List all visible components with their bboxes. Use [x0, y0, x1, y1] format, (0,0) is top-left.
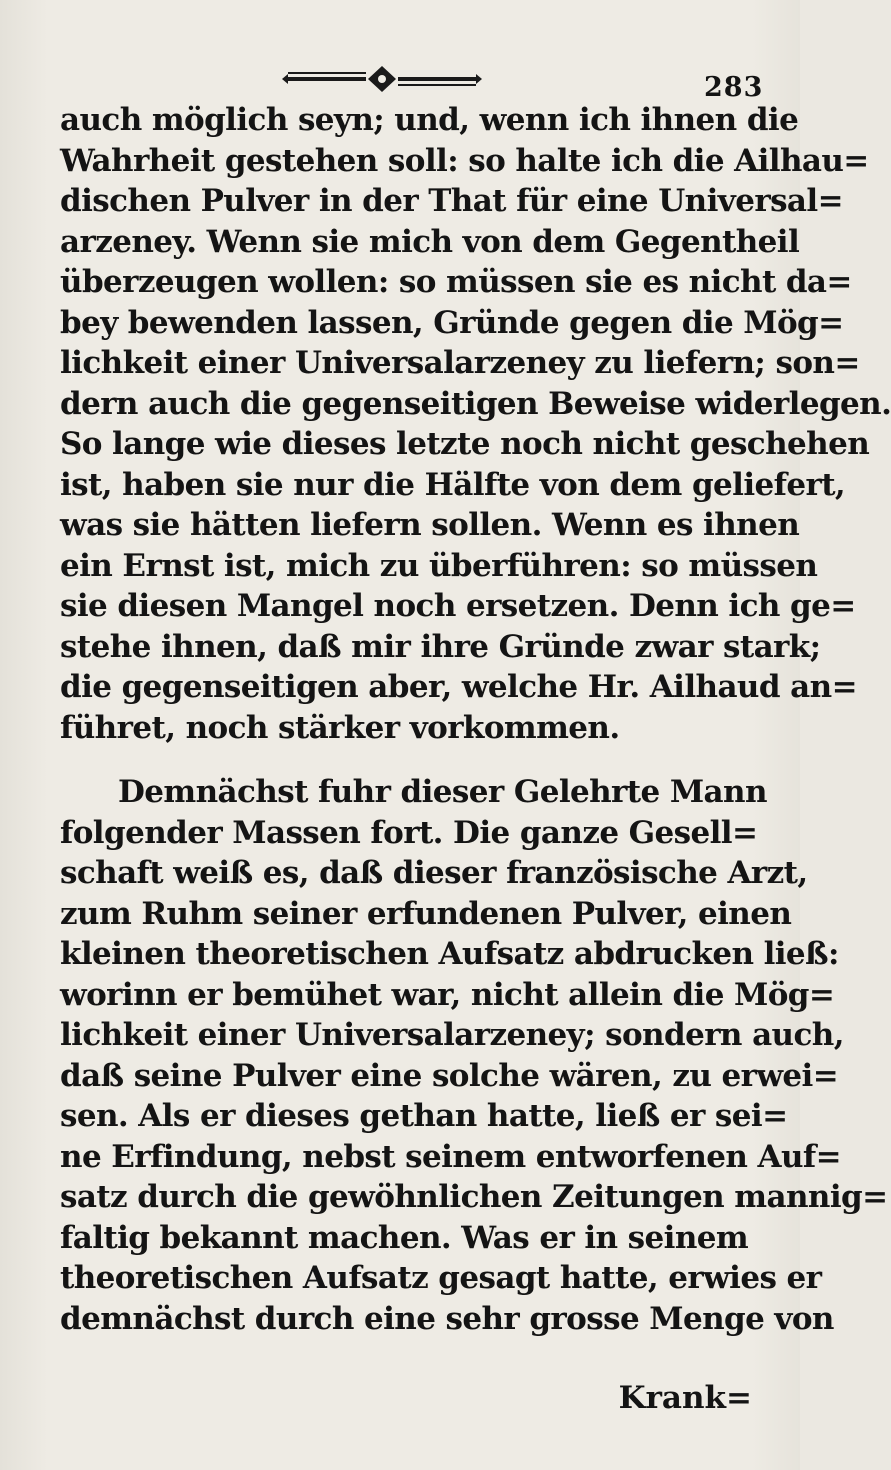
text-line: ist, haben sie nur die Hälfte von dem geliefert, — [60, 466, 846, 503]
text-line: auch möglich seyn; und, wenn ich ihnen die — [60, 102, 799, 138]
text-line: arzeney. Wenn sie mich von dem Gegentheil — [60, 223, 800, 260]
text-line: überzeugen wollen: so müssen sie es nicht da= — [60, 264, 852, 300]
paragraph-start-line: Demnächst fuhr dieser Gelehrte Mann — [118, 774, 767, 810]
decorative-head-ornament-icon — [282, 64, 482, 94]
text-line: dischen Pulver in der That für eine Universal= — [60, 183, 843, 219]
text-line: was sie hätten liefern sollen. Wenn es ihnen — [60, 507, 800, 543]
body-text — [60, 100, 891, 1339]
text-line: sie diesen Mangel noch ersetzen. Denn ich ge= — [60, 588, 856, 624]
text-line: theoretischen Aufsatz gesagt hatte, erwies er — [60, 1260, 822, 1296]
text-line: folgender Massen fort. Die ganze Gesell= — [60, 814, 758, 851]
text-line: satz durch die gewöhnlichen Zeitungen mannig= — [60, 1179, 888, 1215]
text-line: bey bewenden lassen, Gründe gegen die Mög= — [60, 304, 844, 341]
text-line: So lange wie dieses letzte noch nicht geschehen — [60, 426, 870, 462]
text-line: führet, noch stärker vorkommen. — [60, 709, 620, 746]
text-line: die gegenseitigen aber, welche Hr. Ailhaud an= — [60, 669, 857, 705]
text-line: lichkeit einer Universalarzeney zu liefern; son= — [60, 345, 860, 381]
text-line: dern auch die gegenseitigen Beweise widerlegen. — [60, 385, 891, 422]
text-line: daß seine Pulver eine solche wären, zu erwei= — [60, 1057, 839, 1094]
text-line: Wahrheit gestehen soll: so halte ich die Ailhau= — [60, 142, 869, 179]
text-line: zum Ruhm seiner erfundenen Pulver, einen — [60, 895, 792, 932]
text-line: worinn er bemühet war, nicht allein die Mög= — [60, 976, 835, 1013]
text-line: demnächst durch eine sehr grosse Menge von — [60, 1300, 834, 1337]
page-number: 283 — [704, 72, 764, 103]
text-line: lichkeit einer Universalarzeney; sondern auch, — [60, 1017, 844, 1053]
text-line: kleinen theoretischen Aufsatz abdrucken ließ: — [60, 936, 839, 972]
catchword: Krank= — [618, 1380, 752, 1416]
text-line: faltig bekannt machen. Was er in seinem — [60, 1219, 749, 1256]
text-line: ein Ernst ist, mich zu überführen: so müssen — [60, 547, 818, 584]
text-line: stehe ihnen, daß mir ihre Gründe zwar stark; — [60, 628, 821, 665]
text-line: sen. Als er dieses gethan hatte, ließ er sei= — [60, 1098, 788, 1134]
text-line: schaft weiß es, daß dieser französische Arzt, — [60, 855, 808, 891]
text-line: ne Erfindung, nebst seinem entworfenen Auf= — [60, 1138, 842, 1175]
